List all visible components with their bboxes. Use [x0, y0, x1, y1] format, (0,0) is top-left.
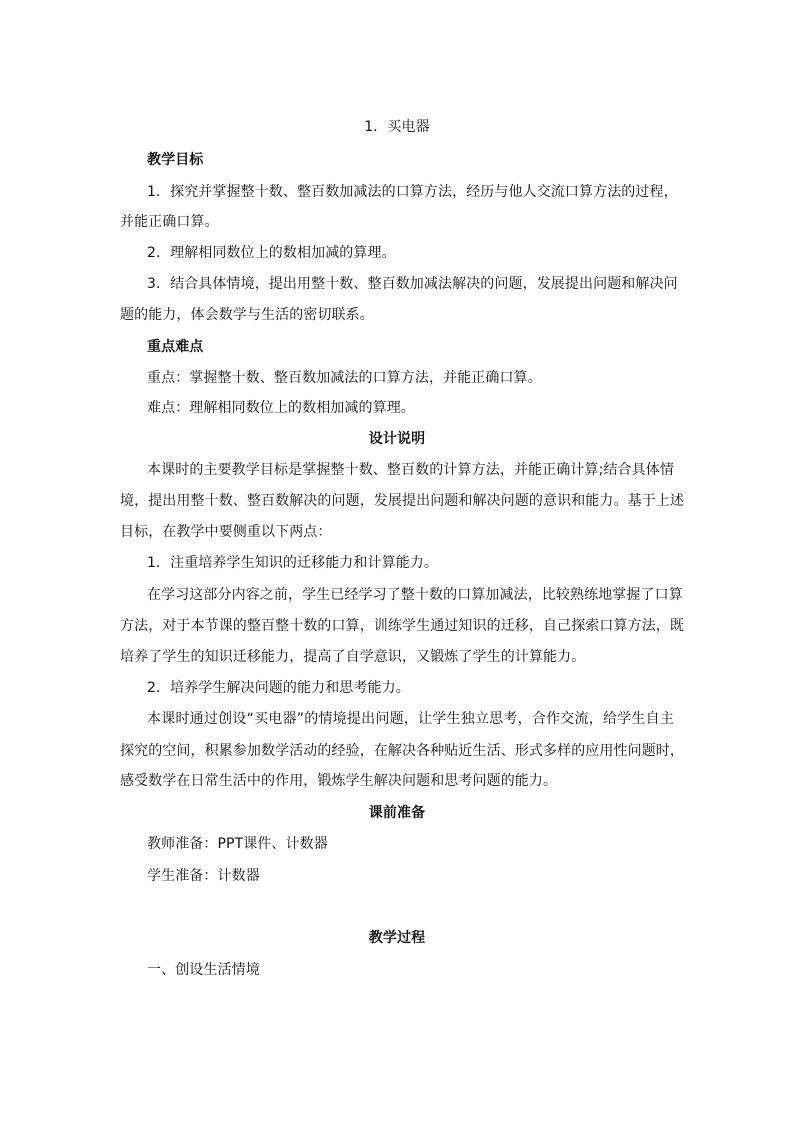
design-point-1-body-line-3: 培养了学生的知识迁移能力，提高了自学意识，又锻炼了学生的计算能力。 — [120, 649, 586, 665]
key-point: 重点：掌握整十数、整百数加减法的口算方法，并能正确口算。 — [147, 370, 542, 386]
heading-design-notes: 设计说明 — [368, 431, 426, 447]
goal-1-line-2: 并能正确口算。 — [120, 214, 219, 230]
goal-3-line-1: 3．结合具体情境，提出用整十数、整百数加减法解决的问题，发展提出问题和解决问 — [147, 276, 678, 292]
difficult-point: 难点：理解相同数位上的数相加减的算理。 — [147, 400, 415, 416]
design-intro-line-3: 目标，在教学中要侧重以下两点： — [120, 524, 332, 540]
goal-2: 2．理解相同数位上的数相加减的算理。 — [147, 245, 396, 261]
design-point-1-body-line-2: 方法，对于本节课的整百整十数的口算，训练学生通过知识的迁移，自己探索口算方法，既 — [120, 618, 684, 634]
heading-teaching-goals: 教学目标 — [147, 152, 204, 168]
document-title: 1．买电器 — [364, 119, 430, 135]
student-preparation: 学生准备：计数器 — [147, 868, 260, 884]
design-point-2-body-line-1: 本课时通过创设“买电器”的情境提出问题，让学生独立思考，合作交流，给学生自主 — [147, 711, 674, 727]
design-point-1: 1．注重培养学生知识的迁移能力和计算能力。 — [147, 555, 439, 571]
heading-preparation: 课前准备 — [368, 805, 426, 821]
design-point-2-body-line-2: 探究的空间，积累参加数学活动的经验，在解决各种贴近生活、形式多样的应用性问题时， — [120, 743, 684, 759]
teacher-preparation: 教师准备：PPT课件、计数器 — [147, 836, 328, 852]
design-intro-line-1: 本课时的主要教学目标是掌握整十数、整百数的计算方法，并能正确计算;结合具体情 — [147, 462, 674, 478]
design-point-2-body-line-3: 感受数学在日常生活中的作用，锻炼学生解决问题和思考问题的能力。 — [120, 773, 558, 789]
goal-1-line-1: 1．探究并掌握整十数、整百数加减法的口算方法，经历与他人交流口算方法的过程， — [147, 184, 678, 200]
goal-3-line-2: 题的能力，体会数学与生活的密切联系。 — [120, 307, 374, 323]
process-step-1: 一、创设生活情境 — [147, 962, 260, 978]
heading-teaching-process: 教学过程 — [368, 930, 426, 946]
design-intro-line-2: 境，提出用整十数、整百数解决的问题，发展提出问题和解决问题的意识和能力。基于上述 — [120, 493, 684, 509]
design-point-1-body-line-1: 在学习这部分内容之前，学生已经学习了整十数的口算加减法，比较熟练地掌握了口算 — [147, 587, 683, 603]
heading-key-points: 重点难点 — [147, 339, 204, 355]
design-point-2: 2．培养学生解决问题的能力和思考能力。 — [147, 680, 410, 696]
